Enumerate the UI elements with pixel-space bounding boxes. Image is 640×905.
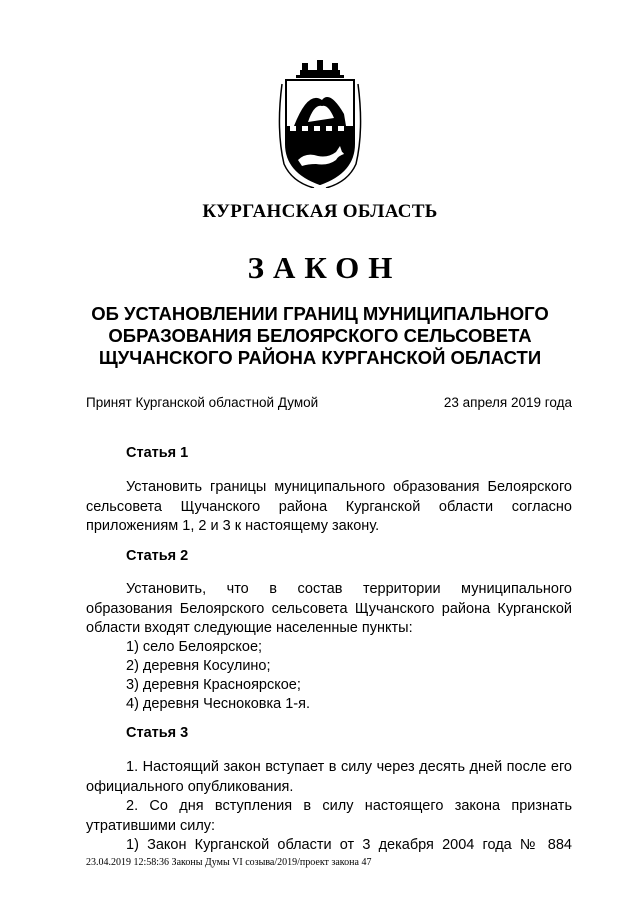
article-3-paragraph: 2. Со дня вступления в силу настоящего закона признать утратившими силу: [86, 798, 572, 834]
adoption-date: 23 апреля 2019 года [443, 395, 572, 410]
article-1-text: Установить границы муниципального образования Белоярского сельсовета Щучанского района Курганской области согласно приложениям 1, 2 и 3 к настоящему закону. [86, 479, 572, 534]
document-type: ЗАКОН [247, 250, 402, 285]
list-item: 4) деревня Чесноковка 1-я. [126, 696, 311, 712]
law-title-line: ОБРАЗОВАНИЯ БЕЛОЯРСКОГО СЕЛЬСОВЕТА [108, 325, 532, 346]
article-2-heading: Статья 2 [126, 548, 189, 564]
law-title [80, 303, 560, 369]
article-2-text: Установить, что в состав территории муниципального образования Белоярского сельсовета Щучанского района Курганской области входят следующие населенные пункты: [86, 581, 572, 636]
adoption-row [86, 395, 572, 410]
coat-of-arms-emblem [272, 60, 368, 188]
document-footer: 23.04.2019 12:58:36 Законы Думы VI созыва/2019/проект закона 47 [86, 857, 372, 868]
article-1-heading: Статья 1 [126, 445, 189, 461]
list-item: 2) деревня Косулино; [126, 658, 271, 674]
article-3-paragraph: 1. Настоящий закон вступает в силу через десять дней после его официального опубликования. [86, 759, 572, 795]
article-3-heading: Статья 3 [126, 725, 189, 741]
law-title-line: ЩУЧАНСКОГО РАЙОНА КУРГАНСКОЙ ОБЛАСТИ [98, 347, 542, 368]
article-3-paragraph: 1) Закон Курганской области от 3 декабря 2004 года № 884 [126, 837, 572, 853]
list-item: 1) село Белоярское; [126, 639, 263, 655]
list-item: 3) деревня Красноярское; [126, 677, 301, 693]
law-title-line: ОБ УСТАНОВЛЕНИИ ГРАНИЦ МУНИЦИПАЛЬНОГО [91, 303, 549, 324]
adopted-by: Принят Курганской областной Думой [86, 395, 319, 410]
region-name: КУРГАНСКАЯ ОБЛАСТЬ [202, 201, 438, 222]
